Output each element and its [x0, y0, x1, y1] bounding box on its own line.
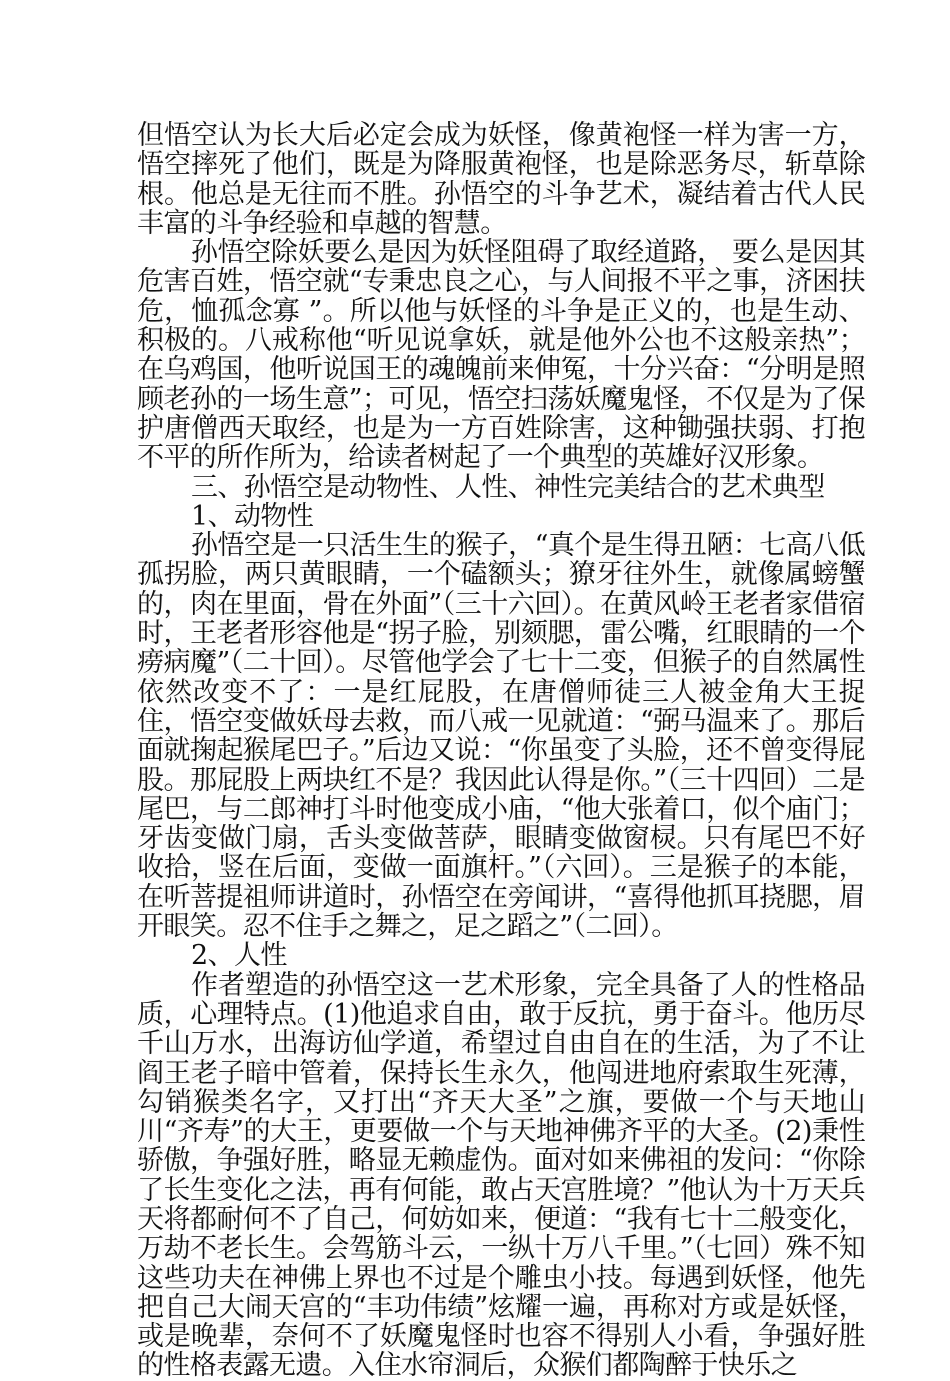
paragraph-4: 作者塑造的孙悟空这一艺术形象，完全具备了人的性格品质，心理特点。(1)他追求自由，敢于反抗，勇于奋斗。他历尽千山万水，出海访仙学道，希望过自由自在的生活，为了不让阎王老子暗中管着，保持长生永久，他闯进地府索取生死薄，勾销猴类名字，又打出“齐天大圣”之旗，要做一个与天地山川“齐寿”的大王，更要做一个与天地神佛齐平的大圣。(2)秉性骄傲，争强好胜，略显无赖虚伪。面对如来佛祖的发问：“你除了长生变化之法，再有何能，敢占天宫胜境？”他认为十万天兵天将都耐何不了自己，何妨如来，便道：“我有七十二般变化，万劫不老长生。会驾筋斗云，一纵十万八千里。”（七回）殊不知这些功夫在神佛上界也不过是个雕虫小技。每遇到妖怪，他先把自己大闹天宫的“丰功伟绩”炫耀一遍，再称对方或是妖怪，或是晚辈，奈何不了妖魔鬼怪时也容不得别人小看，争强好胜的性格表露无遗。入住水帘洞后，众猴们都陶醉于快乐之	[137, 969, 865, 1381]
section-heading: 三、孙悟空是动物性、人性、神性完美结合的艺术典型	[191, 471, 825, 503]
subsection-heading-human: 2、人性	[191, 940, 287, 972]
document-page	[137, 121, 865, 1381]
paragraph-1: 但悟空认为长大后必定会成为妖怪，像黄袍怪一样为害一方，悟空摔死了他们，既是为降服黄袍怪，也是除恶务尽，斩草除根。他总是无往而不胜。孙悟空的斗争艺术，凝结着古代人民丰富的斗争经验和卓越的智慧。	[137, 120, 865, 239]
paragraph-3: 孙悟空是一只活生生的猴子，“真个是生得丑陋：七高八低孤拐脸，两只黄眼睛，一个磕额头；獠牙往外生，就像属螃蟹的，肉在里面，骨在外面”（三十六回）。在黄风岭王老者家借宿时，王老者形容他是“拐子脸，别颏腮，雷公嘴，红眼睛的一个痨病魔”（二十回）。尽管他学会了七十二变，但猴子的自然属性依然改变不了：一是红屁股，在唐僧师徒三人被金角大王捉住，悟空变做妖母去救，而八戒一见就道：“弼马温来了。那后面就掬起猴尾巴子。”后边又说：“你虽变了头脸，还不曾变得屁股。那屁股上两块红不是？我因此认得是你。”（三十四回）二是尾巴，与二郎神打斗时他变成小庙，“他大张着口，似个庙门；牙齿变做门扇，舌头变做菩萨，眼睛变做窗棂。只有尾巴不好收拾，竖在后面，变做一面旗杆。”（六回）。三是猴子的本能，在听菩提祖师讲道时，孙悟空在旁闻讲，“喜得他抓耳挠腮，眉开眼笑。忍不住手之舞之，足之蹈之”（二回）。	[137, 530, 865, 943]
subsection-heading-animal: 1、动物性	[191, 500, 314, 532]
paragraph-2: 孙悟空除妖要么是因为妖怪阻碍了取经道路， 要么是因其危害百姓，悟空就“专秉忠良之心，与人间报不平之事，济困扶危，恤孤念寡 ”。所以他与妖怪的斗争是正义的，也是生动、积极的。八戒称他“听见说拿妖，就是他外公也不这般亲热”；在乌鸡国，他听说国王的魂魄前来伸冤，十分兴奋：“分明是照顾老孙的一场生意”；可见，悟空扫荡妖魔鬼怪，不仅是为了保护唐僧西天取经，也是为一方百姓除害，这种锄强扶弱、打抱不平的所作所为，给读者树起了一个典型的英雄好汉形象。	[137, 237, 865, 474]
